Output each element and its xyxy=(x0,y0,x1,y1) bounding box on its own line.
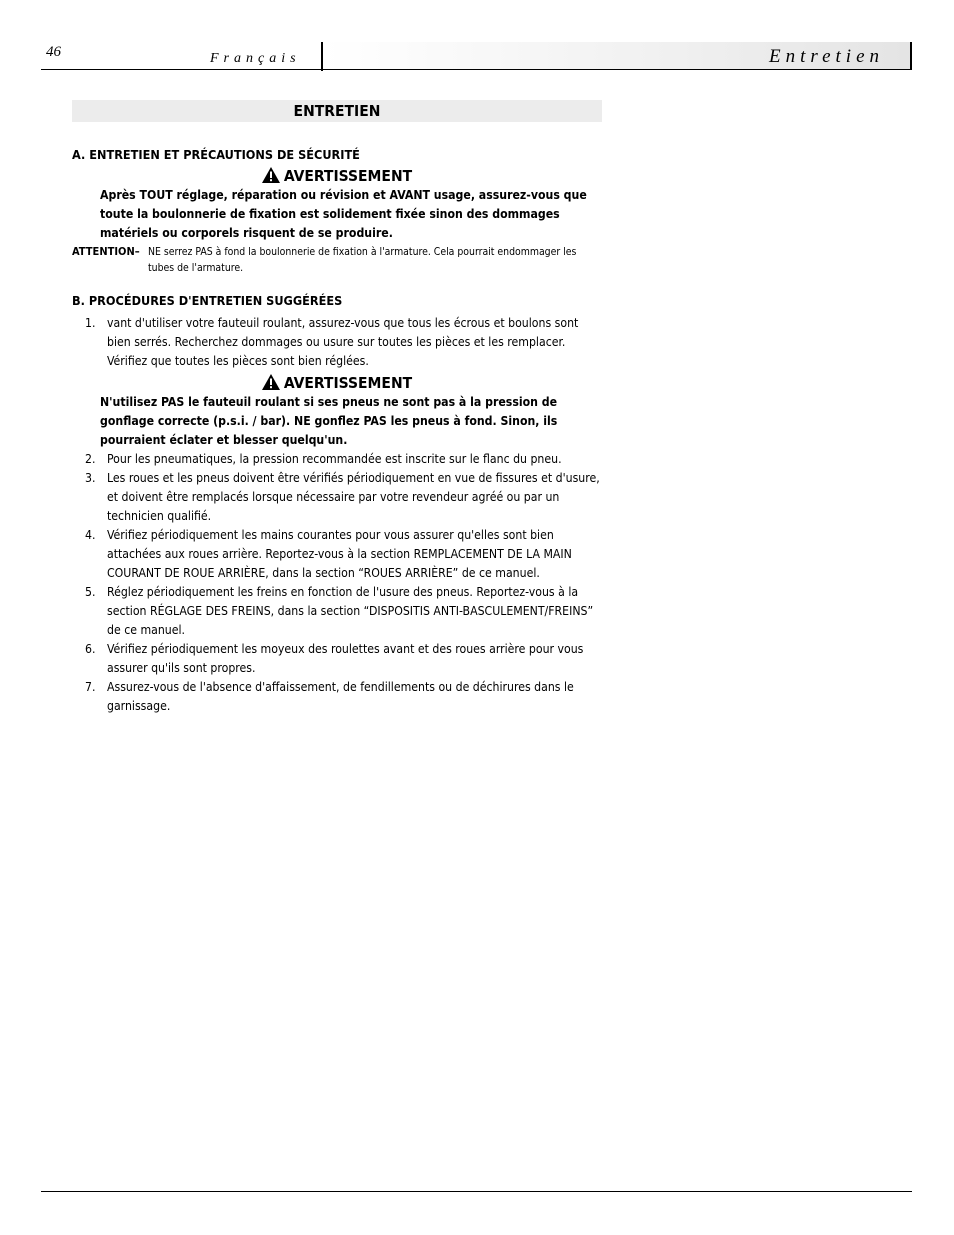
list-item-number: 3. xyxy=(85,471,96,485)
attention-note xyxy=(72,244,602,276)
page-number: 46 xyxy=(46,44,61,60)
list-item xyxy=(72,469,602,526)
list-item-number: 5. xyxy=(85,585,96,599)
warning-block-a xyxy=(72,166,602,243)
warning-title-text-a: AVERTISSEMENT xyxy=(283,167,413,185)
warning-triangle-icon xyxy=(262,167,280,183)
list-item xyxy=(72,526,602,583)
warning-title-text-b: AVERTISSEMENT xyxy=(283,374,413,392)
list-item-text: Les roues et les pneus doivent être vérifiés périodiquement en vue de fissures et d'usure, et doivent être remplacés lorsque nécessaire par votre revendeur agréé ou par un technicien qualifié. xyxy=(107,471,600,523)
list-item xyxy=(72,583,602,640)
header-rule xyxy=(41,69,912,70)
list-item-number: 4. xyxy=(85,528,96,542)
list-item-text: Vérifiez périodiquement les mains courantes pour vous assurer qu'elles sont bien attachées aux roues arrière. Reportez-vous à la section REMPLACEMENT DE LA MAIN COURANT DE ROUE ARRIÈRE, dans la section “ROUES ARRIÈRE” de ce manuel. xyxy=(107,528,572,580)
list-item-text: vant d'utiliser votre fauteuil roulant, assurez-vous que tous les écrous et boulons sont bien serrés. Recherchez dommages ou usure sur toutes les pièces et les remplacer. Vérifiez que toutes les pièces sont bien réglées. xyxy=(107,316,579,368)
list-item-number: 1. xyxy=(85,316,96,330)
list-item-number: 6. xyxy=(85,642,96,656)
list-item-text: Assurez-vous de l'absence d'affaissement, de fendillements ou de déchirures dans le garnissage. xyxy=(107,680,574,713)
attention-label: ATTENTION– xyxy=(72,245,140,258)
list-item-text: Pour les pneumatiques, la pression recommandée est inscrite sur le flanc du pneu. xyxy=(107,452,562,466)
warning-block-b xyxy=(72,373,602,450)
page-title: ENTRETIEN xyxy=(72,100,602,122)
list-item xyxy=(72,640,602,678)
list-item-text: Réglez périodiquement les freins en fonction de l'usure des pneus. Reportez-vous à la section RÉGLAGE DES FREINS, dans la section “DISPOSITIS ANTI-BASCULEMENT/FREINS” de ce manuel. xyxy=(107,585,594,637)
warning-text-b: N'utilisez PAS le fauteuil roulant si ses pneus ne sont pas à la pression de gonflage correcte (p.s.i. / bar). NE gonflez PAS les pneus à fond. Sinon, ils pourraient éclater et blesser quelqu'un. xyxy=(100,395,558,447)
section-b-heading: B. PROCÉDURES D'ENTRETIEN SUGGÉRÉES xyxy=(72,293,343,308)
list-item xyxy=(72,678,602,716)
warning-title-a xyxy=(72,166,602,186)
procedure-list-2 xyxy=(72,450,602,716)
list-item-number: 2. xyxy=(85,452,96,466)
warning-text-a: Après TOUT réglage, réparation ou révision et AVANT usage, assurez-vous que toute la boulonnerie de fixation est solidement fixée sinon des dommages matériels ou corporels risquent de se produire. xyxy=(100,188,587,240)
attention-text: NE serrez PAS à fond la boulonnerie de fixation à l'armature. Cela pourrait endommager les tubes de l'armature. xyxy=(148,246,577,274)
list-item xyxy=(72,450,602,469)
list-item-text: Vérifiez périodiquement les moyeux des roulettes avant et des roues arrière pour vous assurer qu'ils sont propres. xyxy=(107,642,584,675)
header-language: Français xyxy=(210,51,301,66)
list-item xyxy=(72,314,602,371)
warning-triangle-icon xyxy=(262,374,280,390)
list-item-number: 7. xyxy=(85,680,96,694)
section-a-heading: A. ENTRETIEN ET PRÉCAUTIONS DE SÉCURITÉ xyxy=(72,147,360,162)
main-content xyxy=(72,100,602,716)
procedure-list-1 xyxy=(72,314,602,371)
warning-title-b xyxy=(72,373,602,393)
header-section-title: Entretien xyxy=(769,46,884,67)
footer-rule xyxy=(41,1191,912,1192)
